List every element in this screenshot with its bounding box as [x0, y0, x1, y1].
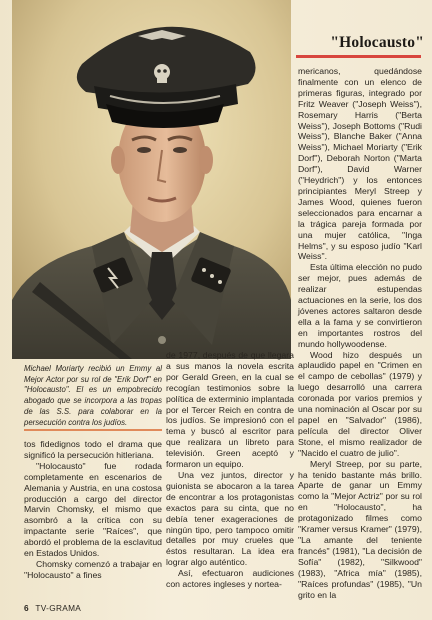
- body-column-right: [298, 66, 422, 600]
- headline-underline: [296, 55, 421, 58]
- paragraph: Esta última elección no pudo ser mejor, pues además de realizar estupendas actuaciones en la serie, los dos jóvenes actores saltaron desde ella a la fama y se convirtieron en importantes rostros del mundo hollywoodense.: [298, 262, 422, 349]
- body-column-left: [24, 439, 162, 581]
- body-column-middle: [166, 350, 294, 590]
- paragraph: Así, efectuaron audiciones con actores ingleses y nortea-: [166, 568, 294, 590]
- page-footer: [24, 603, 81, 613]
- page-number: 6: [24, 603, 29, 613]
- caption-divider: [24, 429, 162, 431]
- paragraph: de 1977, después de que llegara a sus manos la novela escrita por Gerald Green, en la cual se recogían testimonios sobre la política de exterminio implantada por el Tercer Reich en contra de los judíos. Se impresionó con el tema y buscó al escritor para que realizara un libreto para televisión. Green aceptó y formaron un equipo.: [166, 350, 294, 470]
- article-headline: "Holocausto": [330, 34, 424, 51]
- paragraph: tos fidedignos todo el drama que significó la persecución hitleriana.: [24, 439, 162, 460]
- paragraph: Wood hizo después un aplaudido papel en "Crimen en el campo de cebollas" (1979) y luego desarrolló una carrera coronada por varios premios y una nominación al Oscar por su papel en "Salvador" (1986), película del director Oliver Stone, el mismo realizador de "Nacido el cuatro de julio".: [298, 349, 422, 458]
- paragraph: Una vez juntos, director y guionista se abocaron a la tarea de encontrar a los protagonistas exactos para su cinta, que no debía tener exageraciones de ningún tipo, pero tampoco omitir detalles por muy crueles que éstos resultaran. La idea era lograr algo auténtico.: [166, 469, 294, 568]
- magazine-name: TV-GRAMA: [35, 603, 82, 613]
- paragraph: Meryl Streep, por su parte, ha tenido bastante más brillo. Aparte de ganar un Emmy como la "Mejor Actriz" por su rol en "Holocausto", ha protagonizado filmes como "Kramer versus Kramer" (1979), "La amante del teniente francés" (1981), "La decisión de Sofía" (1982), "Silkwood" (1983), "Africa mía" (1985), "Raíces profundas" (1985), "Un grito en la: [298, 458, 422, 600]
- actor-photo: [12, 0, 291, 359]
- paragraph: Chomsky comenzó a trabajar en "Holocausto" a fines: [24, 558, 162, 580]
- officer-portrait-image: [12, 0, 291, 359]
- paragraph: mericanos, quedándose finalmente con un elenco de primeras figuras, integrado por Fritz Weaver ("Joseph Weiss"), Rosemary Harris ("Berta Weiss"), Joseph Bottoms ("Rudi Weiss"), Blanche Baker ("Anna Weiss"), Michael Moriarty ("Erik Dorf"), Deborah Norton ("Marta Dorf"), David Warner ("Heydrich") y los entonces principiantes Meryl Streep y James Wood, quienes fueron seleccionados para encarnar a la trágica pareja formada por una mujer católica, "Inga Helms", y su esposo judío "Karl Weiss".: [298, 66, 422, 262]
- paragraph: "Holocausto" fue rodada completamente en escenarios de Alemania y Austria, en una costosa producción a cargo del director Marvin Chomsky, el mismo que asombró a la crítica con su impactante serie "Raíces", que abordó el problema de la esclavitud en Estados Unidos.: [24, 460, 162, 559]
- photo-caption: Michael Moriarty recibió un Emmy al Mejor Actor por su rol de "Erik Dorf" en "Holocausto". El es un empobrecido abogado que se incorpora a las tropas de las S.S. para colaborar en la persecución contra los judíos.: [24, 364, 162, 427]
